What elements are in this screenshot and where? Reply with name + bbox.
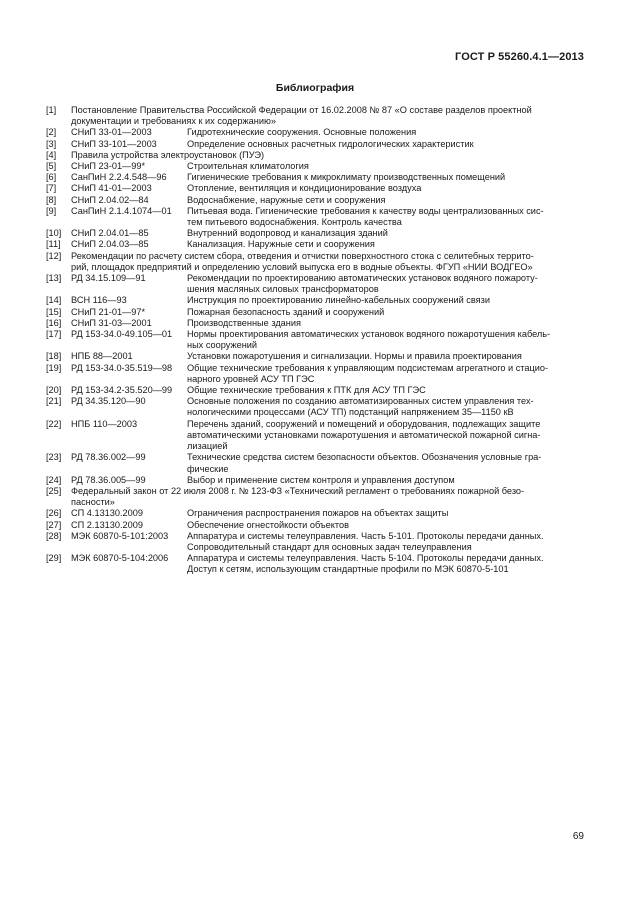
entry-number: [15]	[46, 306, 62, 317]
entry-number: [2]	[46, 127, 57, 138]
entry-source-code: МЭК 60870-5-104:2006	[71, 553, 169, 564]
entry-text-line: Производственные здания	[187, 317, 301, 328]
entry-description	[187, 183, 586, 194]
entry-text-line: Федеральный закон от 22 июля 2008 г. № 123-ФЗ «Технический регламент о требованиях пожарной безо-	[71, 485, 525, 496]
entry-number: [4]	[46, 149, 57, 160]
entry-description	[187, 520, 586, 531]
entry-source-code: РД 153-34.0-35.519—98	[71, 362, 173, 373]
entry-description	[187, 419, 586, 453]
entry-description	[187, 172, 586, 183]
bibliography-entry	[46, 228, 586, 239]
entry-text-line: Гигиенические требования к микроклимату производственных помещений	[187, 172, 506, 183]
entry-text-continuation: нарного уровней АСУ ТП ГЭС	[187, 373, 315, 384]
entry-number: [9]	[46, 205, 57, 216]
entry-description	[187, 206, 586, 228]
entry-description	[187, 127, 586, 138]
entry-source-code: СП 2.13130.2009	[71, 519, 143, 530]
bibliography-entry	[46, 318, 586, 329]
entry-description	[187, 161, 586, 172]
bibliography-entry	[46, 183, 586, 194]
entry-text-line: Установки пожаротушения и сигнализации. Нормы и правила проектирования	[187, 351, 522, 362]
entry-number: [28]	[46, 530, 62, 541]
entry-text-line: Ограничения распространения пожаров на объектах защиты	[187, 508, 449, 519]
entry-full-text	[71, 251, 586, 273]
entry-description	[187, 475, 586, 486]
entry-number: [22]	[46, 418, 62, 429]
entry-number: [16]	[46, 317, 62, 328]
bibliography-entry	[46, 553, 586, 575]
entry-number: [8]	[46, 194, 57, 205]
bibliography-entry	[46, 105, 586, 127]
entry-source-code: СНиП 2.04.02—84	[71, 194, 149, 205]
entry-source-code: СНиП 31-03—2001	[71, 317, 152, 328]
entry-description	[187, 531, 586, 553]
entry-text-line: Водоснабжение, наружные сети и сооружения	[187, 194, 386, 205]
entry-text-line: Основные положения по созданию автоматизированных систем управления тех-	[187, 396, 534, 407]
entry-number: [1]	[46, 105, 57, 115]
entry-text-line: Гидротехнические сооружения. Основные положения	[187, 127, 417, 138]
entry-source-code: СНиП 41-01—2003	[71, 183, 152, 194]
bibliography-entry	[46, 351, 586, 362]
entry-text-continuation: шения масляных силовых трансформаторов	[187, 284, 379, 295]
bibliography-entry	[46, 363, 586, 385]
entry-number: [13]	[46, 273, 62, 284]
bibliography-entry	[46, 329, 586, 351]
entry-number: [19]	[46, 362, 62, 373]
bibliography-entry	[46, 206, 586, 228]
entry-source-code: СНиП 33-101—2003	[71, 138, 157, 149]
bibliography-entry	[46, 251, 586, 273]
entry-text-continuation: фические	[187, 463, 229, 474]
entry-text-continuation: тем питьевого водоснабжения. Контроль качества	[187, 217, 402, 228]
bibliography-entry	[46, 273, 586, 295]
entry-source-code: МЭК 60870-5-101:2003	[71, 530, 169, 541]
bibliography-entry	[46, 150, 586, 161]
entry-source-code: РД 78.36.005—99	[71, 474, 146, 485]
entry-number: [7]	[46, 183, 57, 194]
bibliography-entry	[46, 295, 586, 306]
entry-source-code: РД 153-34.0-49.105—01	[71, 329, 173, 340]
bibliography-entry	[46, 452, 586, 474]
entry-source-code: СанПиН 2.2.4.548—96	[71, 172, 167, 183]
entry-text-line: Общие технические требования к ПТК для АСУ ТП ГЭС	[187, 385, 426, 396]
entry-number: [29]	[46, 553, 62, 564]
entry-source-code: НПБ 110—2003	[71, 418, 138, 429]
entry-number: [5]	[46, 161, 57, 172]
entry-text-line: Питьевая вода. Гигиенические требования к качеству воды централизованных сис-	[187, 205, 544, 216]
entry-text-line: Правила устройства электроустановок (ПУЭ)	[71, 149, 265, 160]
entry-text-continuation: пасности»	[71, 497, 115, 508]
bibliography-entry	[46, 307, 586, 318]
entry-number: [6]	[46, 172, 57, 183]
entry-number: [18]	[46, 351, 62, 362]
entry-text-line: Отопление, вентиляция и кондиционирование воздуха	[187, 183, 422, 194]
page-number: 69	[572, 831, 584, 842]
bibliography-entry	[46, 508, 586, 519]
entry-full-text	[71, 486, 586, 508]
entry-number: [27]	[46, 519, 62, 530]
entry-number: [21]	[46, 396, 62, 407]
entry-description	[187, 385, 586, 396]
entry-text-line: Инструкция по проектированию линейно-кабельных сооружений связи	[187, 295, 490, 306]
entry-text-line: Внутренний водопровод и канализация зданий	[187, 228, 388, 239]
entry-number: [3]	[46, 138, 57, 149]
entry-text-continuation: лизацией	[187, 441, 228, 452]
entry-text-continuation: нологическими процессами (АСУ ТП) подстанций напряжением 35—1150 кВ	[187, 407, 514, 418]
entry-source-code: РД 34.15.109—91	[71, 273, 146, 284]
entry-text-line: Технические средства систем безопасности объектов. Обозначения условные гра-	[187, 452, 542, 463]
entry-number: [17]	[46, 329, 62, 340]
entry-number: [14]	[46, 295, 62, 306]
entry-text-line: Нормы проектирования автоматических установок водяного пожаротушения кабель-	[187, 329, 551, 340]
entry-text-line: Обеспечение огнестойкости объектов	[187, 519, 349, 530]
bibliography-entry	[46, 531, 586, 553]
entry-source-code: СНиП 23-01—99*	[71, 161, 146, 172]
entry-description	[187, 195, 586, 206]
entry-source-code: НПБ 88—2001	[71, 351, 133, 362]
entry-text-line: Пожарная безопасность зданий и сооружений	[187, 306, 385, 317]
entry-source-code: ВСН 116—93	[71, 295, 127, 306]
entry-source-code: РД 34.35.120—90	[71, 396, 146, 407]
bibliography-entry	[46, 520, 586, 531]
entry-description	[187, 396, 586, 418]
entry-description	[187, 139, 586, 150]
bibliography-entry	[46, 396, 586, 418]
entry-number: [25]	[46, 485, 62, 496]
entry-description	[187, 295, 586, 306]
entry-text-line: Общие технические требования к управляющим подсистемам агрегатного и стацио-	[187, 362, 549, 373]
entry-description	[187, 318, 586, 329]
entry-text-line: Выбор и применение систем контроля и управления доступом	[187, 474, 455, 485]
entry-text-line: Рекомендации по проектированию автоматических установок водяного пожароту-	[187, 273, 538, 284]
bibliography-entry	[46, 172, 586, 183]
entry-description	[187, 273, 586, 295]
entry-source-code: СНиП 21-01—97*	[71, 306, 146, 317]
entry-full-text	[71, 105, 586, 127]
entry-text-continuation: Сопроводительный стандарт для основных задач телеуправления	[187, 541, 472, 552]
document-code: ГОСТ Р 55260.4.1—2013	[455, 51, 584, 63]
entry-number: [26]	[46, 508, 62, 519]
entry-source-code: СНиП 33-01—2003	[71, 127, 152, 138]
entry-number: [11]	[46, 239, 61, 250]
entry-text-line: Строительная климатология	[187, 161, 309, 172]
bibliography-entry	[46, 419, 586, 453]
entry-description	[187, 307, 586, 318]
entry-description	[187, 351, 586, 362]
entry-source-code: СП 4.13130.2009	[71, 508, 143, 519]
bibliography-entry	[46, 195, 586, 206]
entry-text-continuation: ных сооружений	[187, 340, 258, 351]
entry-description	[187, 508, 586, 519]
entry-number: [12]	[46, 250, 62, 261]
entry-text-continuation: автоматическими установками пожаротушения и автоматической пожарной сигна-	[187, 429, 541, 440]
entry-description	[187, 239, 586, 250]
bibliography-entry	[46, 486, 586, 508]
entry-text-continuation: рий, площадок предприятий и определению условий выпуска его в водные объекты. ФГУП «НИИ ВОДГЕО»	[71, 261, 533, 272]
bibliography-entry	[46, 475, 586, 486]
entry-text-line: Аппаратура и системы телеуправления. Часть 5-101. Протоколы передачи данных.	[187, 530, 544, 541]
page-title: Библиография	[275, 82, 355, 94]
entry-text-continuation: документации и требованиях к их содержанию»	[71, 116, 276, 127]
entry-number: [10]	[46, 228, 62, 239]
entry-source-code: СНиП 2.04.03—85	[71, 239, 149, 250]
entry-number: [24]	[46, 474, 62, 485]
entry-text-line: Аппаратура и системы телеуправления. Часть 5-104. Протоколы передачи данных.	[187, 553, 544, 564]
entry-source-code: РД 78.36.002—99	[71, 452, 146, 463]
entry-description	[187, 329, 586, 351]
entry-source-code: СанПиН 2.1.4.1074—01	[71, 205, 172, 216]
bibliography-entry	[46, 139, 586, 150]
entry-full-text	[71, 150, 586, 161]
bibliography-entry	[46, 161, 586, 172]
entry-description	[187, 553, 586, 575]
bibliography-entry	[46, 239, 586, 250]
bibliography-entry	[46, 385, 586, 396]
entry-source-code: СНиП 2.04.01—85	[71, 228, 149, 239]
entry-text-line: Постановление Правительства Российской Федерации от 16.02.2008 № 87 «О составе разделов проектной	[71, 105, 532, 115]
entry-source-code: РД 153-34.2-35.520—99	[71, 385, 173, 396]
entry-text-line: Рекомендации по расчету систем сбора, отведения и отчистки поверхностного стока с селитебных террито-	[71, 250, 534, 261]
entry-text-line: Определение основных расчетных гидрологических характеристик	[187, 138, 474, 149]
bibliography-list	[46, 105, 586, 576]
entry-description	[187, 363, 586, 385]
bibliography-entry	[46, 127, 586, 138]
entry-description	[187, 228, 586, 239]
entry-description	[187, 452, 586, 474]
entry-text-line: Перечень зданий, сооружений и помещений и оборудования, подлежащих защите	[187, 418, 541, 429]
entry-number: [23]	[46, 452, 62, 463]
entry-text-line: Канализация. Наружные сети и сооружения	[187, 239, 375, 250]
entry-text-continuation: Доступ к сетям, использующим стандартные профили по МЭК 60870-5-101	[187, 564, 509, 575]
entry-number: [20]	[46, 385, 62, 396]
